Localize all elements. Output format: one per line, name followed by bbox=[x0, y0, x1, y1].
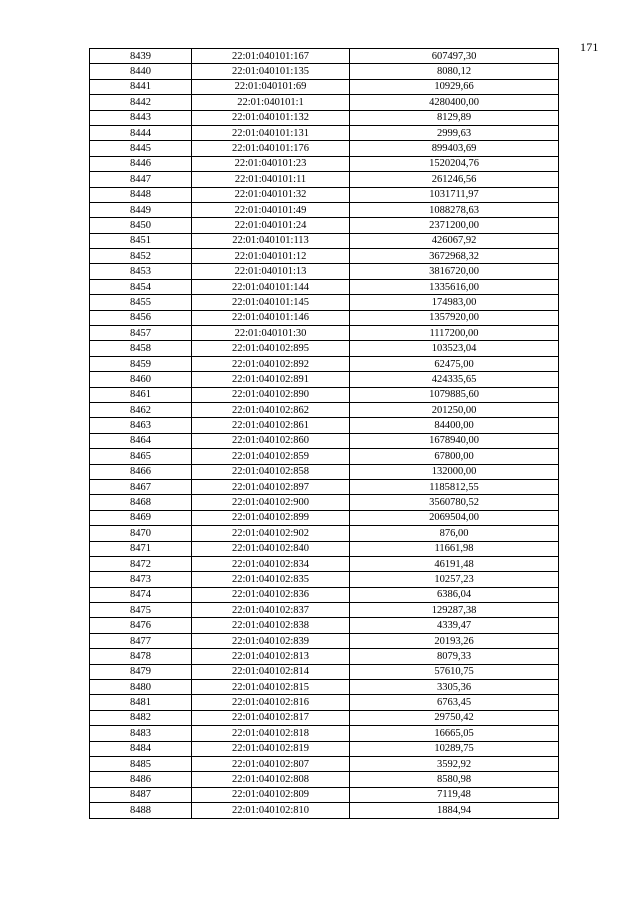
value-cell: 424335,65 bbox=[350, 372, 559, 387]
data-table bbox=[89, 48, 559, 819]
value-cell: 3816720,00 bbox=[350, 264, 559, 279]
table-row bbox=[90, 541, 559, 556]
table-row bbox=[90, 49, 559, 64]
value-cell: 6763,45 bbox=[350, 695, 559, 710]
cadastral-number-cell: 22:01:040101:167 bbox=[192, 49, 350, 64]
value-cell: 103523,04 bbox=[350, 341, 559, 356]
cadastral-number-cell: 22:01:040101:69 bbox=[192, 79, 350, 94]
cadastral-number-cell: 22:01:040101:1 bbox=[192, 95, 350, 110]
cadastral-number-cell: 22:01:040102:900 bbox=[192, 495, 350, 510]
table-row bbox=[90, 156, 559, 171]
cadastral-number-cell: 22:01:040102:840 bbox=[192, 541, 350, 556]
row-number-cell: 8453 bbox=[90, 264, 192, 279]
value-cell: 3560780,52 bbox=[350, 495, 559, 510]
value-cell: 62475,00 bbox=[350, 356, 559, 371]
row-number-cell: 8478 bbox=[90, 649, 192, 664]
cadastral-number-cell: 22:01:040102:809 bbox=[192, 787, 350, 802]
row-number-cell: 8464 bbox=[90, 433, 192, 448]
row-number-cell: 8477 bbox=[90, 633, 192, 648]
table-row bbox=[90, 510, 559, 525]
cadastral-number-cell: 22:01:040101:24 bbox=[192, 218, 350, 233]
value-cell: 201250,00 bbox=[350, 402, 559, 417]
row-number-cell: 8476 bbox=[90, 618, 192, 633]
row-number-cell: 8488 bbox=[90, 803, 192, 818]
table-row bbox=[90, 310, 559, 325]
row-number-cell: 8450 bbox=[90, 218, 192, 233]
cadastral-number-cell: 22:01:040102:891 bbox=[192, 372, 350, 387]
cadastral-number-cell: 22:01:040101:144 bbox=[192, 279, 350, 294]
table-row bbox=[90, 710, 559, 725]
value-cell: 1520204,76 bbox=[350, 156, 559, 171]
table-row bbox=[90, 787, 559, 802]
table-row bbox=[90, 464, 559, 479]
row-number-cell: 8441 bbox=[90, 79, 192, 94]
value-cell: 4280400,00 bbox=[350, 95, 559, 110]
table-row bbox=[90, 603, 559, 618]
row-number-cell: 8467 bbox=[90, 479, 192, 494]
row-number-cell: 8458 bbox=[90, 341, 192, 356]
row-number-cell: 8444 bbox=[90, 125, 192, 140]
row-number-cell: 8445 bbox=[90, 141, 192, 156]
cadastral-number-cell: 22:01:040102:861 bbox=[192, 418, 350, 433]
row-number-cell: 8447 bbox=[90, 172, 192, 187]
table-row bbox=[90, 418, 559, 433]
cadastral-number-cell: 22:01:040102:814 bbox=[192, 664, 350, 679]
cadastral-number-cell: 22:01:040102:860 bbox=[192, 433, 350, 448]
row-number-cell: 8456 bbox=[90, 310, 192, 325]
table-row bbox=[90, 326, 559, 341]
value-cell: 67800,00 bbox=[350, 449, 559, 464]
row-number-cell: 8465 bbox=[90, 449, 192, 464]
row-number-cell: 8452 bbox=[90, 249, 192, 264]
cadastral-number-cell: 22:01:040102:890 bbox=[192, 387, 350, 402]
value-cell: 1117200,00 bbox=[350, 326, 559, 341]
row-number-cell: 8455 bbox=[90, 295, 192, 310]
value-cell: 1884,94 bbox=[350, 803, 559, 818]
value-cell: 261246,56 bbox=[350, 172, 559, 187]
row-number-cell: 8468 bbox=[90, 495, 192, 510]
value-cell: 84400,00 bbox=[350, 418, 559, 433]
table-row bbox=[90, 125, 559, 140]
value-cell: 876,00 bbox=[350, 526, 559, 541]
cadastral-number-cell: 22:01:040102:816 bbox=[192, 695, 350, 710]
table-row bbox=[90, 433, 559, 448]
table-row bbox=[90, 341, 559, 356]
cadastral-number-cell: 22:01:040102:839 bbox=[192, 633, 350, 648]
row-number-cell: 8473 bbox=[90, 572, 192, 587]
cadastral-number-cell: 22:01:040102:810 bbox=[192, 803, 350, 818]
value-cell: 3305,36 bbox=[350, 680, 559, 695]
table-row bbox=[90, 233, 559, 248]
table-row bbox=[90, 572, 559, 587]
value-cell: 1088278,63 bbox=[350, 202, 559, 217]
row-number-cell: 8451 bbox=[90, 233, 192, 248]
table-row bbox=[90, 110, 559, 125]
value-cell: 426067,92 bbox=[350, 233, 559, 248]
row-number-cell: 8480 bbox=[90, 680, 192, 695]
row-number-cell: 8472 bbox=[90, 556, 192, 571]
cadastral-number-cell: 22:01:040101:113 bbox=[192, 233, 350, 248]
table-row bbox=[90, 387, 559, 402]
row-number-cell: 8462 bbox=[90, 402, 192, 417]
row-number-cell: 8484 bbox=[90, 741, 192, 756]
value-cell: 8079,33 bbox=[350, 649, 559, 664]
page-number: 171 bbox=[580, 40, 599, 54]
value-cell: 16665,05 bbox=[350, 726, 559, 741]
cadastral-number-cell: 22:01:040101:132 bbox=[192, 110, 350, 125]
value-cell: 8129,89 bbox=[350, 110, 559, 125]
value-cell: 1079885,60 bbox=[350, 387, 559, 402]
cadastral-number-cell: 22:01:040101:131 bbox=[192, 125, 350, 140]
value-cell: 46191,48 bbox=[350, 556, 559, 571]
table-row bbox=[90, 526, 559, 541]
value-cell: 607497,30 bbox=[350, 49, 559, 64]
row-number-cell: 8475 bbox=[90, 603, 192, 618]
table-row bbox=[90, 356, 559, 371]
cadastral-number-cell: 22:01:040102:858 bbox=[192, 464, 350, 479]
value-cell: 8580,98 bbox=[350, 772, 559, 787]
cadastral-number-cell: 22:01:040102:899 bbox=[192, 510, 350, 525]
value-cell: 11661,98 bbox=[350, 541, 559, 556]
cadastral-number-cell: 22:01:040102:859 bbox=[192, 449, 350, 464]
value-cell: 174983,00 bbox=[350, 295, 559, 310]
cadastral-number-cell: 22:01:040102:819 bbox=[192, 741, 350, 756]
cadastral-number-cell: 22:01:040102:897 bbox=[192, 479, 350, 494]
table-row bbox=[90, 587, 559, 602]
cadastral-number-cell: 22:01:040101:49 bbox=[192, 202, 350, 217]
cadastral-number-cell: 22:01:040102:808 bbox=[192, 772, 350, 787]
row-number-cell: 8446 bbox=[90, 156, 192, 171]
value-cell: 1357920,00 bbox=[350, 310, 559, 325]
value-cell: 3672968,32 bbox=[350, 249, 559, 264]
cadastral-number-cell: 22:01:040101:12 bbox=[192, 249, 350, 264]
table-row bbox=[90, 803, 559, 818]
table-row bbox=[90, 664, 559, 679]
value-cell: 7119,48 bbox=[350, 787, 559, 802]
row-number-cell: 8482 bbox=[90, 710, 192, 725]
row-number-cell: 8486 bbox=[90, 772, 192, 787]
table-row bbox=[90, 449, 559, 464]
cadastral-number-cell: 22:01:040102:902 bbox=[192, 526, 350, 541]
cadastral-number-cell: 22:01:040101:13 bbox=[192, 264, 350, 279]
table-row bbox=[90, 218, 559, 233]
row-number-cell: 8483 bbox=[90, 726, 192, 741]
value-cell: 1031711,97 bbox=[350, 187, 559, 202]
cadastral-number-cell: 22:01:040102:807 bbox=[192, 756, 350, 771]
table-row bbox=[90, 279, 559, 294]
cadastral-number-cell: 22:01:040102:815 bbox=[192, 680, 350, 695]
row-number-cell: 8460 bbox=[90, 372, 192, 387]
row-number-cell: 8439 bbox=[90, 49, 192, 64]
row-number-cell: 8471 bbox=[90, 541, 192, 556]
cadastral-number-cell: 22:01:040101:146 bbox=[192, 310, 350, 325]
table-row bbox=[90, 187, 559, 202]
cadastral-number-cell: 22:01:040102:838 bbox=[192, 618, 350, 633]
table-row bbox=[90, 756, 559, 771]
table-body bbox=[90, 49, 559, 819]
table-row bbox=[90, 141, 559, 156]
row-number-cell: 8443 bbox=[90, 110, 192, 125]
cadastral-number-cell: 22:01:040102:834 bbox=[192, 556, 350, 571]
table-row bbox=[90, 402, 559, 417]
table-row bbox=[90, 249, 559, 264]
value-cell: 1185812,55 bbox=[350, 479, 559, 494]
cadastral-number-cell: 22:01:040101:176 bbox=[192, 141, 350, 156]
cadastral-number-cell: 22:01:040101:135 bbox=[192, 64, 350, 79]
table-row bbox=[90, 372, 559, 387]
cadastral-number-cell: 22:01:040102:813 bbox=[192, 649, 350, 664]
value-cell: 3592,92 bbox=[350, 756, 559, 771]
cadastral-number-cell: 22:01:040102:818 bbox=[192, 726, 350, 741]
row-number-cell: 8470 bbox=[90, 526, 192, 541]
value-cell: 129287,38 bbox=[350, 603, 559, 618]
value-cell: 132000,00 bbox=[350, 464, 559, 479]
value-cell: 4339,47 bbox=[350, 618, 559, 633]
row-number-cell: 8459 bbox=[90, 356, 192, 371]
value-cell: 10289,75 bbox=[350, 741, 559, 756]
table-row bbox=[90, 295, 559, 310]
row-number-cell: 8485 bbox=[90, 756, 192, 771]
row-number-cell: 8457 bbox=[90, 326, 192, 341]
value-cell: 6386,04 bbox=[350, 587, 559, 602]
value-cell: 8080,12 bbox=[350, 64, 559, 79]
row-number-cell: 8440 bbox=[90, 64, 192, 79]
row-number-cell: 8463 bbox=[90, 418, 192, 433]
cadastral-number-cell: 22:01:040102:892 bbox=[192, 356, 350, 371]
table-row bbox=[90, 695, 559, 710]
table-row bbox=[90, 64, 559, 79]
row-number-cell: 8474 bbox=[90, 587, 192, 602]
value-cell: 899403,69 bbox=[350, 141, 559, 156]
cadastral-number-cell: 22:01:040101:145 bbox=[192, 295, 350, 310]
table-row bbox=[90, 649, 559, 664]
cadastral-number-cell: 22:01:040102:835 bbox=[192, 572, 350, 587]
table-row bbox=[90, 172, 559, 187]
table-row bbox=[90, 726, 559, 741]
row-number-cell: 8469 bbox=[90, 510, 192, 525]
value-cell: 29750,42 bbox=[350, 710, 559, 725]
cadastral-number-cell: 22:01:040101:32 bbox=[192, 187, 350, 202]
value-cell: 57610,75 bbox=[350, 664, 559, 679]
table-row bbox=[90, 79, 559, 94]
row-number-cell: 8481 bbox=[90, 695, 192, 710]
cadastral-number-cell: 22:01:040102:836 bbox=[192, 587, 350, 602]
cadastral-number-cell: 22:01:040102:895 bbox=[192, 341, 350, 356]
cadastral-number-cell: 22:01:040102:817 bbox=[192, 710, 350, 725]
row-number-cell: 8466 bbox=[90, 464, 192, 479]
row-number-cell: 8487 bbox=[90, 787, 192, 802]
table-row bbox=[90, 479, 559, 494]
value-cell: 2069504,00 bbox=[350, 510, 559, 525]
table-row bbox=[90, 495, 559, 510]
cadastral-number-cell: 22:01:040102:862 bbox=[192, 402, 350, 417]
value-cell: 20193,26 bbox=[350, 633, 559, 648]
table-row bbox=[90, 680, 559, 695]
table-row bbox=[90, 95, 559, 110]
cadastral-number-cell: 22:01:040102:837 bbox=[192, 603, 350, 618]
table-row bbox=[90, 202, 559, 217]
value-cell: 10929,66 bbox=[350, 79, 559, 94]
row-number-cell: 8461 bbox=[90, 387, 192, 402]
row-number-cell: 8454 bbox=[90, 279, 192, 294]
value-cell: 2371200,00 bbox=[350, 218, 559, 233]
row-number-cell: 8442 bbox=[90, 95, 192, 110]
row-number-cell: 8449 bbox=[90, 202, 192, 217]
cadastral-number-cell: 22:01:040101:11 bbox=[192, 172, 350, 187]
table-row bbox=[90, 772, 559, 787]
table-row bbox=[90, 741, 559, 756]
table-row bbox=[90, 633, 559, 648]
value-cell: 1678940,00 bbox=[350, 433, 559, 448]
value-cell: 1335616,00 bbox=[350, 279, 559, 294]
table-row bbox=[90, 264, 559, 279]
cadastral-number-cell: 22:01:040101:30 bbox=[192, 326, 350, 341]
row-number-cell: 8448 bbox=[90, 187, 192, 202]
table-row bbox=[90, 618, 559, 633]
cadastral-number-cell: 22:01:040101:23 bbox=[192, 156, 350, 171]
table-row bbox=[90, 556, 559, 571]
row-number-cell: 8479 bbox=[90, 664, 192, 679]
value-cell: 2999,63 bbox=[350, 125, 559, 140]
value-cell: 10257,23 bbox=[350, 572, 559, 587]
